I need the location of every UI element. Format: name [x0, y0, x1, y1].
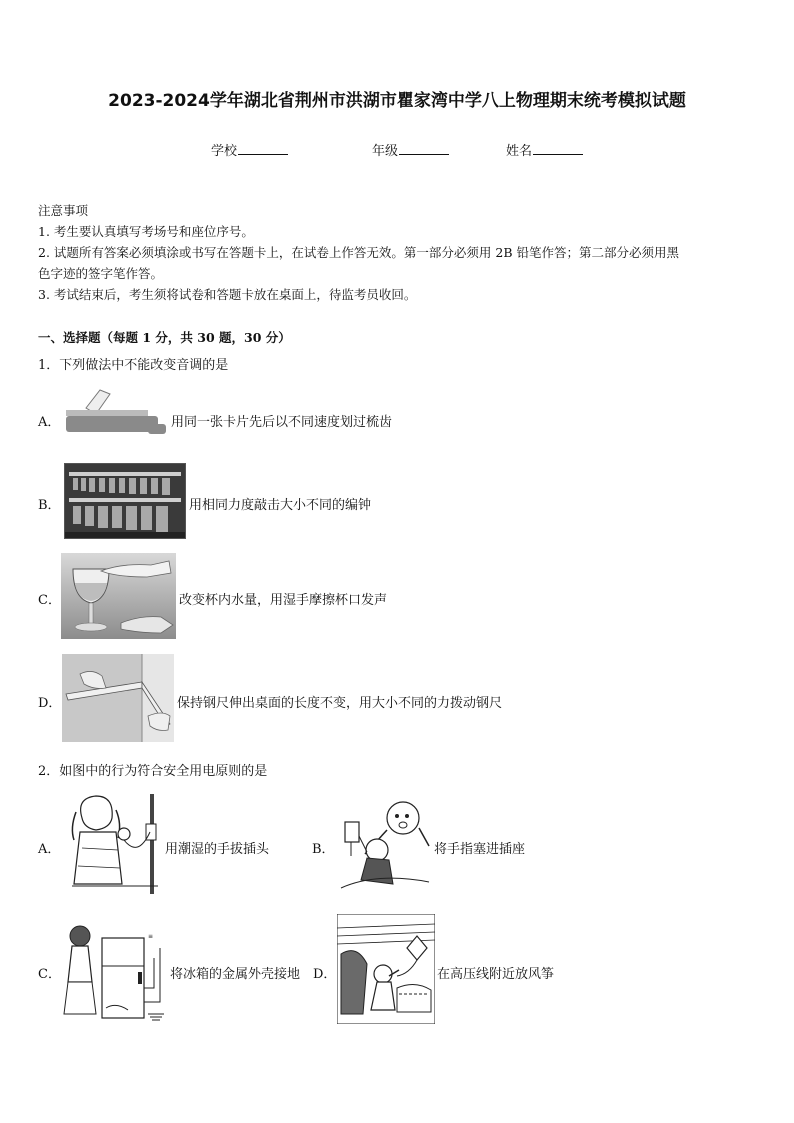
question-2-stem: 2．如图中的行为符合安全用电原则的是 — [38, 764, 268, 779]
q2-option-a-text: 用潮湿的手拔插头 — [165, 842, 270, 857]
notes-item: 色字迹的签字笔作答。 — [38, 266, 164, 281]
page-title: 2023-2024学年湖北省荆州市洪湖市瞿家湾中学八上物理期末统考模拟试题 — [108, 91, 686, 111]
notes-section — [38, 200, 758, 305]
q1-option-c-label[interactable]: C． — [38, 593, 61, 608]
q2-option-c-text: 将冰箱的金属外壳接地 — [170, 967, 301, 982]
school-blank[interactable] — [238, 142, 288, 155]
grade-field — [372, 140, 449, 159]
q2-option-d-text: 在高压线附近放风筝 — [437, 967, 555, 982]
grade-label: 年级 — [372, 144, 399, 159]
wine-glass-image — [61, 553, 176, 639]
school-field — [211, 140, 288, 159]
q2-option-b-label[interactable]: B． — [312, 842, 335, 857]
q2-option-b-text: 将手指塞进插座 — [434, 842, 526, 857]
svg-text:≡: ≡ — [148, 933, 154, 940]
finger-socket-image — [337, 792, 433, 892]
q2-option-a-label[interactable]: A． — [38, 842, 61, 857]
name-field — [506, 140, 583, 159]
q1-option-b-label[interactable]: B． — [38, 498, 61, 513]
fridge-ground-image — [62, 918, 168, 1022]
q2-option-d-label[interactable]: D． — [313, 967, 337, 982]
school-label: 学校 — [211, 144, 238, 159]
chime-bells-image — [64, 463, 186, 539]
name-label: 姓名 — [506, 144, 533, 159]
steel-ruler-image — [62, 654, 174, 742]
q1-option-d-text: 保持钢尺伸出桌面的长度不变，用大小不同的力拨动钢尺 — [177, 696, 503, 711]
kite-powerline-image — [337, 914, 435, 1024]
q1-option-c-text: 改变杯内水量，用湿手摩擦杯口发声 — [179, 593, 388, 608]
grade-blank[interactable] — [399, 142, 449, 155]
comb-card-image — [62, 388, 168, 446]
q1-option-a-label[interactable]: A． — [38, 415, 61, 430]
name-blank[interactable] — [533, 142, 583, 155]
q2-option-c-label[interactable]: C． — [38, 967, 61, 982]
q1-option-a-text: 用同一张卡片先后以不同速度划过梳齿 — [171, 415, 393, 430]
wet-hand-plug-image — [62, 788, 164, 898]
q1-option-b-text: 用相同力度敲击大小不同的编钟 — [189, 498, 372, 513]
notes-item: 2. 试题所有答案必须填涂或书写在答题卡上，在试卷上作答无效。第一部分必须用 2B 铅笔作答；第二部分必须用黑 — [38, 245, 679, 260]
section-heading: 一、选择题（每题 1 分，共 30 题，30 分） — [38, 330, 291, 345]
notes-item: 1. 考生要认真填写考场号和座位序号。 — [38, 224, 254, 239]
q1-option-d-label[interactable]: D． — [38, 696, 62, 711]
question-1-stem: 1．下列做法中不能改变音调的是 — [38, 358, 229, 373]
notes-heading: 注意事项 — [38, 203, 89, 218]
notes-item: 3. 考试结束后，考生须将试卷和答题卡放在桌面上，待监考员收回。 — [38, 287, 417, 302]
